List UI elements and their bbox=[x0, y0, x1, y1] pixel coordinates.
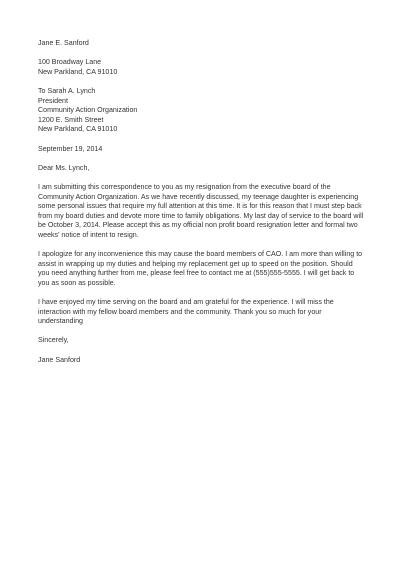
recipient-line: President bbox=[38, 96, 68, 105]
paragraph-line: understanding bbox=[38, 317, 83, 326]
paragraph-line: you need anything further from me, please feel free to contact me at (555)555-5555. I will get back to bbox=[38, 269, 355, 278]
salutation-block bbox=[38, 164, 366, 174]
paragraph-line: I apologize for any inconvenience this may cause the board members of CAO. I am more than willing to bbox=[38, 250, 363, 259]
paragraph-line: Community Action Organization. As we have recently discussed, my teenage daughter is experiencing bbox=[38, 192, 359, 201]
sender-address bbox=[38, 58, 366, 77]
sender-name-block bbox=[38, 39, 366, 49]
paragraph-apology bbox=[38, 250, 366, 288]
recipient-line: Community Action Organization bbox=[38, 106, 138, 115]
recipient-line: New Parkland, CA 91010 bbox=[38, 125, 118, 134]
signature-name: Jane Sanford bbox=[38, 355, 81, 364]
paragraph-line: you as soon as possible. bbox=[38, 278, 116, 287]
paragraph-line: weeks' notice of intent to resign. bbox=[38, 230, 139, 239]
recipient-address bbox=[38, 87, 366, 135]
closing-block bbox=[38, 336, 366, 346]
paragraph-line: I am submitting this correspondence to you as my resignation from the executive board of the bbox=[38, 182, 331, 191]
sender-address-line: 100 Broadway Lane bbox=[38, 58, 102, 67]
letter-body bbox=[38, 39, 366, 375]
sender-name: Jane E. Sanford bbox=[38, 39, 89, 47]
closing: Sincerely, bbox=[38, 336, 69, 345]
paragraph-line: assist in wrapping up my duties and helping my replacement get up to speed on the position. Should bbox=[38, 259, 353, 268]
sender-address-line: New Parkland, CA 91010 bbox=[38, 67, 118, 76]
recipient-line: To Sarah A. Lynch bbox=[38, 86, 96, 95]
paragraph-resignation bbox=[38, 183, 366, 241]
letter-date: September 19, 2014 bbox=[38, 144, 103, 153]
paragraph-line: from my board duties and devote more time to family obligations. My last day of service to the board will bbox=[38, 211, 364, 220]
letter-date-block bbox=[38, 145, 366, 155]
recipient-line: 1200 E. Smith Street bbox=[38, 115, 104, 124]
signature-block bbox=[38, 356, 366, 366]
paragraph-line: be October 3, 2014. Please accept this as my official non profit board resignation letter and formal two bbox=[38, 221, 358, 230]
salutation: Dear Ms. Lynch, bbox=[38, 163, 90, 172]
paragraph-line: I have enjoyed my time serving on the board and am grateful for the experience. I will miss the bbox=[38, 298, 334, 307]
paragraph-line: some personal issues that require my full attention at this time. It is for this reason that I must step back bbox=[38, 202, 362, 211]
paragraph-line: interaction with my fellow board members and the community. Thank you so much for your bbox=[38, 307, 322, 316]
paragraph-gratitude bbox=[38, 298, 366, 327]
